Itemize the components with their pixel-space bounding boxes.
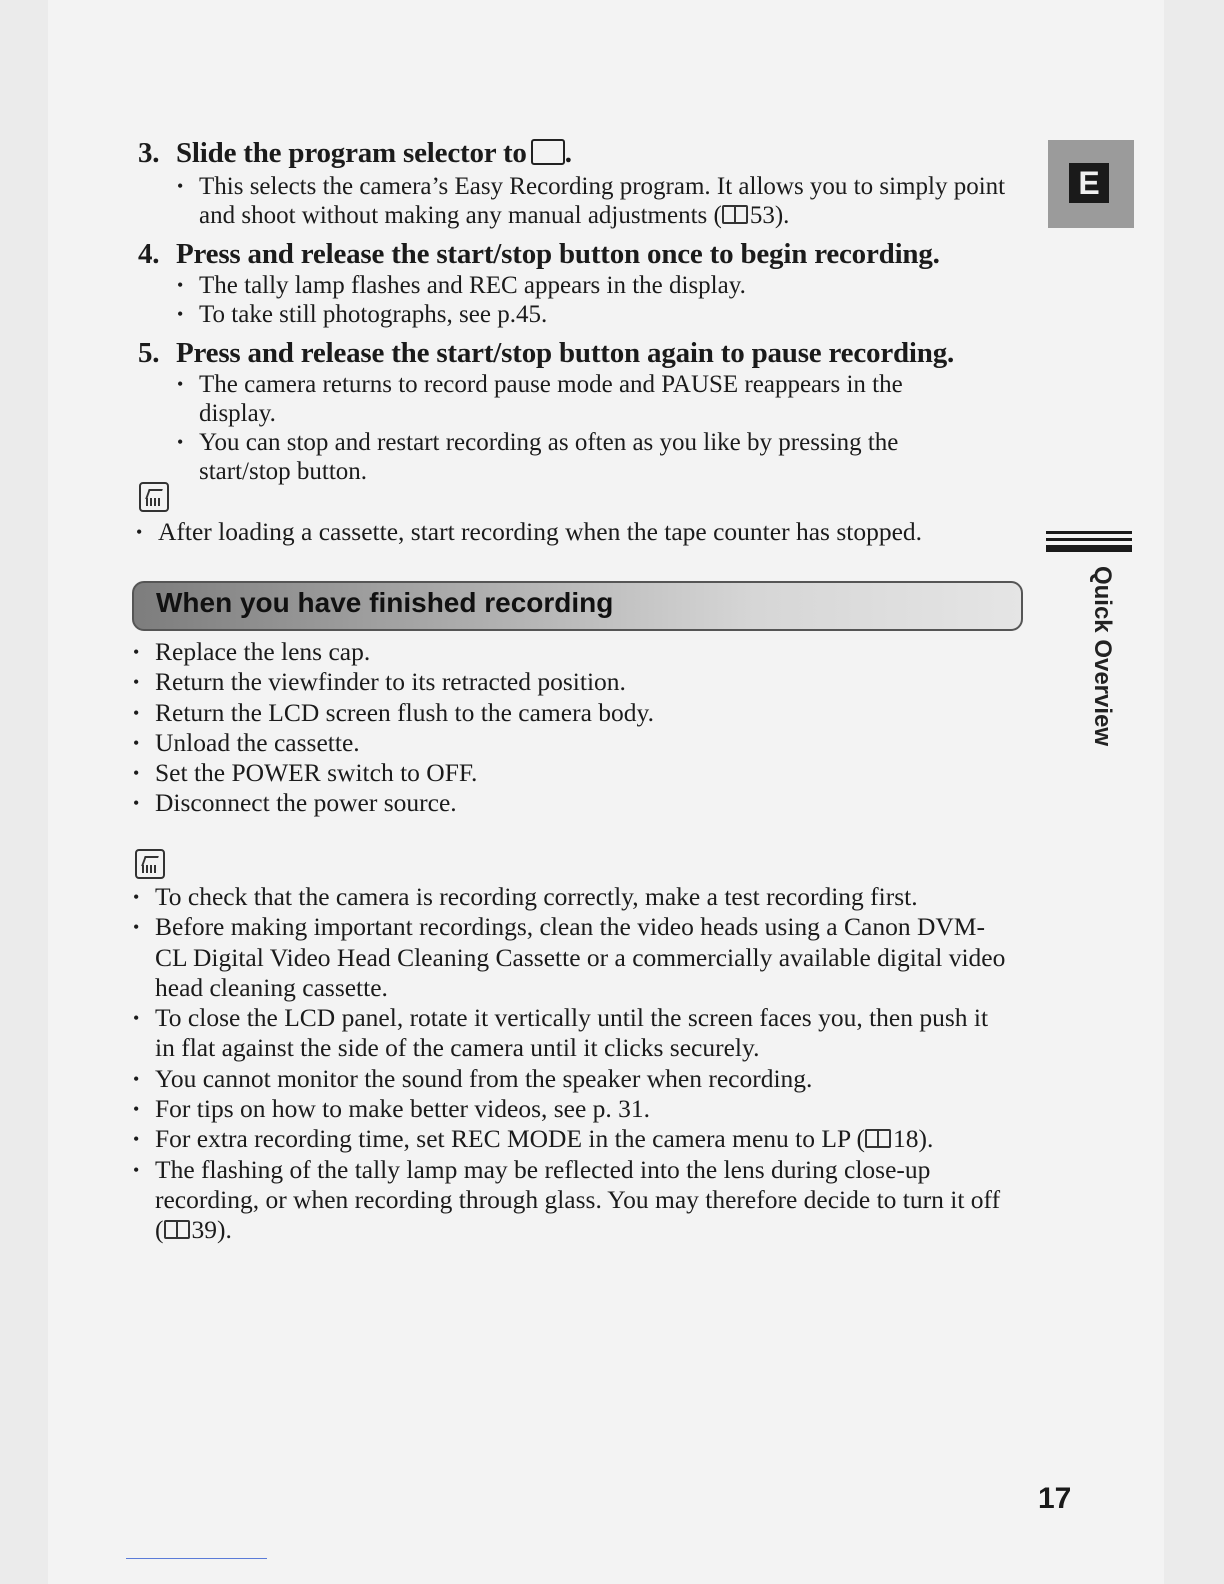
list-item: • To take still photographs, see p.45. [177, 300, 1007, 329]
sidebar-rule [1046, 538, 1132, 541]
list-item: • Return the LCD screen flush to the camera body. [133, 698, 1013, 728]
sidebar-rule-thick [1046, 545, 1132, 552]
bullet-text-end: ). [217, 1215, 232, 1245]
step-title [138, 137, 1007, 170]
step-bullets [177, 172, 1007, 230]
step-title-text: Press and release the start/stop button again to pause recording. [176, 337, 955, 369]
step-title-text: Slide the program selector to [176, 137, 527, 169]
step-number: 5. [138, 337, 160, 369]
step-title-text: Press and release the start/stop button once to begin recording. [176, 238, 940, 270]
bullet-text: The flashing of the tally lamp may be reflected into the lens during close-up recording, or when recording through glass. You may therefore decide to turn it off ( [155, 1154, 1001, 1245]
list-item: • Before making important recordings, clean the video heads using a Canon DVM-CL Digital Video Head Cleaning Cassette or a commercially available digital video head cleaning cassette. [133, 912, 1013, 1003]
language-tab [1048, 140, 1134, 228]
list-item: • You cannot monitor the sound from the speaker when recording. [133, 1064, 1013, 1094]
page-ref: 53 [749, 202, 775, 229]
book-icon [722, 205, 748, 224]
step-title [138, 238, 1007, 271]
note-icon [135, 849, 165, 879]
bullet-text: For extra recording time, set REC MODE in the camera menu to LP ( [155, 1124, 866, 1154]
book-icon [164, 1220, 190, 1239]
sidebar-rule [1046, 531, 1132, 534]
list-item: • To close the LCD panel, rotate it vertically until the screen faces you, then push it in flat against the side of the camera until it clicks securely. [133, 1003, 1013, 1064]
list-item [133, 1124, 1013, 1154]
step-title-suffix: . [564, 137, 572, 169]
language-tab-letter: E [1069, 163, 1109, 203]
list-item: • Set the POWER switch to OFF. [133, 758, 1013, 788]
step-5 [138, 337, 977, 486]
section-header-bar [132, 581, 1023, 631]
list-item: • Unload the cassette. [133, 728, 1013, 758]
finish-recording-items [133, 637, 1013, 819]
list-item: • You can stop and restart recording as often as you like by pressing the start/stop button. [177, 428, 977, 486]
list-item: • After loading a cassette, start recording when the tape counter has stopped. [136, 517, 1016, 547]
step-number: 4. [138, 238, 160, 270]
bottom-divider [126, 1558, 267, 1559]
page-ref: 39 [191, 1215, 217, 1245]
step-4 [138, 238, 1007, 329]
page-number: 17 [1038, 1482, 1072, 1515]
section-title: When you have finished recording [156, 587, 614, 618]
sidebar-section-label: Quick Overview [1089, 565, 1116, 747]
step-bullets [177, 370, 977, 486]
step-title [138, 337, 977, 370]
note-2 [133, 882, 1013, 1246]
step-3 [138, 137, 1007, 230]
easy-recording-square-icon [531, 139, 565, 165]
list-item [133, 1155, 1013, 1246]
bullet-text-end: ). [918, 1124, 934, 1154]
list-item [177, 172, 1007, 230]
list-item: • Return the viewfinder to its retracted position. [133, 667, 1013, 697]
list-item: • To check that the camera is recording correctly, make a test recording first. [133, 882, 1013, 912]
step-number: 3. [138, 137, 160, 169]
page-ref: 18 [893, 1124, 919, 1154]
list-item: • Disconnect the power source. [133, 788, 1013, 818]
note-list [133, 882, 1013, 1246]
note-list [136, 517, 1016, 547]
bullet-text-end: ). [774, 202, 790, 229]
book-icon [865, 1129, 891, 1148]
step-bullets [177, 271, 1007, 329]
list-item: • Replace the lens cap. [133, 637, 1013, 667]
finish-recording-list [133, 637, 1013, 819]
list-item: • The camera returns to record pause mode and PAUSE reappears in the display. [177, 370, 977, 428]
list-item: • The tally lamp flashes and REC appears in the display. [177, 271, 1007, 300]
note-icon [139, 482, 169, 512]
bullet-text: This selects the camera’s Easy Recording program. It allows you to simply point and shoot without making any manual adjustments ( [199, 173, 1006, 229]
list-item: • For tips on how to make better videos, see p. 31. [133, 1094, 1013, 1124]
note-1 [136, 517, 1016, 547]
